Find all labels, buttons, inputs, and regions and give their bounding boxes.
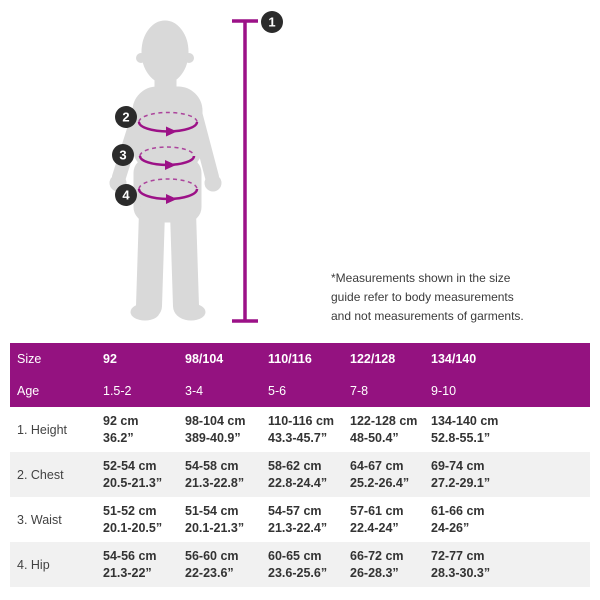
silhouette-foot-left <box>131 304 159 320</box>
waist-row-label: 3. Waist <box>17 512 62 527</box>
size-row-label: Size <box>17 352 42 366</box>
hip-110-cm: 60-65 cm <box>268 548 322 563</box>
chest-cell-110-116 <box>261 452 343 497</box>
size-table <box>10 343 590 587</box>
waist-98-in: 20.1-21.3” <box>185 520 245 535</box>
size-col-2: 98/104 <box>185 352 224 366</box>
chest-98-cm: 54-58 cm <box>185 458 239 473</box>
size-col-5: 134/140 <box>431 352 477 366</box>
waist-cell-122-128 <box>343 497 424 542</box>
height-cell-92 <box>96 407 178 452</box>
waist-134-in: 24-26” <box>431 520 470 535</box>
hip-92-cm: 54-56 cm <box>103 548 157 563</box>
height-110-in: 43.3-45.7” <box>268 430 328 445</box>
hip-cell-110-116 <box>261 542 343 587</box>
height-92-in: 36.2” <box>103 430 134 445</box>
chest-134-in: 27.2-29.1” <box>431 475 491 490</box>
size-col-4: 122/128 <box>350 352 396 366</box>
height-ruler <box>232 21 258 321</box>
hip-122-cm: 66-72 cm <box>350 548 404 563</box>
hip-row-label: 4. Hip <box>17 557 50 572</box>
silhouette-leg-left <box>149 212 152 306</box>
note-line-1: *Measurements shown in the size <box>331 271 511 285</box>
hip-98-in: 22-23.6” <box>185 565 234 580</box>
height-cell-134-140 <box>424 407 590 452</box>
size-col-3: 110/116 <box>268 352 312 366</box>
chest-cell-98-104 <box>178 452 261 497</box>
height-cell-98-104 <box>178 407 261 452</box>
age-col-2: 3-4 <box>185 384 204 398</box>
waist-122-cm: 57-61 cm <box>350 503 404 518</box>
chest-110-in: 22.8-24.4” <box>268 475 328 490</box>
hip-134-cm: 72-77 cm <box>431 548 485 563</box>
waist-110-cm: 54-57 cm <box>268 503 322 518</box>
height-122-in: 48-50.4” <box>350 430 399 445</box>
chest-98-in: 21.3-22.8” <box>185 475 245 490</box>
hip-cell-122-128 <box>343 542 424 587</box>
hip-110-in: 23.6-25.6” <box>268 565 328 580</box>
chest-134-cm: 69-74 cm <box>431 458 485 473</box>
age-col-4: 7-8 <box>350 384 369 398</box>
table-row-height <box>10 407 590 452</box>
age-row-label: Age <box>17 384 40 398</box>
chest-122-cm: 64-67 cm <box>350 458 404 473</box>
height-122-cm: 122-128 cm <box>350 413 418 428</box>
chest-122-in: 25.2-26.4” <box>350 475 410 490</box>
waist-92-in: 20.1-20.5” <box>103 520 163 535</box>
hip-134-in: 28.3-30.3” <box>431 565 491 580</box>
silhouette-ear-right <box>185 54 194 63</box>
height-110-cm: 110-116 cm <box>268 413 335 428</box>
waist-cell-92 <box>96 497 178 542</box>
height-134-in: 52.8-55.1” <box>431 430 491 445</box>
hip-98-cm: 56-60 cm <box>185 548 239 563</box>
hip-cell-134-140 <box>424 542 590 587</box>
age-col-3: 5-6 <box>268 384 287 398</box>
hip-92-in: 21.3-22” <box>103 565 152 580</box>
waist-110-in: 21.3-22.4” <box>268 520 328 535</box>
waist-cell-134-140 <box>424 497 590 542</box>
table-row-hip <box>10 542 590 587</box>
height-92-cm: 92 cm <box>103 413 139 428</box>
hip-122-in: 26-28.3” <box>350 565 399 580</box>
child-silhouette <box>110 21 221 320</box>
table-row-waist <box>10 497 590 542</box>
chest-cell-122-128 <box>343 452 424 497</box>
marker-4-label: 4 <box>122 187 130 203</box>
height-row-label: 1. Height <box>17 422 68 437</box>
table-row-age <box>10 375 590 407</box>
chest-110-cm: 58-62 cm <box>268 458 322 473</box>
hip-cell-98-104 <box>178 542 261 587</box>
waist-92-cm: 51-52 cm <box>103 503 157 518</box>
marker-3-label: 3 <box>119 147 127 163</box>
waist-98-cm: 51-54 cm <box>185 503 239 518</box>
size-col-1: 92 <box>103 352 117 366</box>
height-cell-110-116 <box>261 407 343 452</box>
waist-134-cm: 61-66 cm <box>431 503 485 518</box>
silhouette-foot-right <box>177 304 205 320</box>
marker-2-label: 2 <box>122 109 130 125</box>
height-98-cm: 98-104 cm <box>185 413 246 428</box>
note-line-2: guide refer to body measurements <box>331 290 514 304</box>
chest-cell-92 <box>96 452 178 497</box>
note-line-3: and not measurements of garments. <box>331 309 524 323</box>
hip-cell-92 <box>96 542 178 587</box>
waist-cell-110-116 <box>261 497 343 542</box>
waist-122-in: 22.4-24” <box>350 520 399 535</box>
chest-92-cm: 52-54 cm <box>103 458 157 473</box>
chest-cell-134-140 <box>424 452 590 497</box>
height-134-cm: 134-140 cm <box>431 413 499 428</box>
chest-row-label: 2. Chest <box>17 467 64 482</box>
silhouette-hand-right <box>205 175 221 191</box>
age-col-1: 1.5-2 <box>103 384 132 398</box>
chest-92-in: 20.5-21.3” <box>103 475 163 490</box>
waist-cell-98-104 <box>178 497 261 542</box>
measurement-note <box>331 269 524 326</box>
table-row-size <box>10 343 590 375</box>
age-col-5: 9-10 <box>431 384 457 398</box>
height-cell-122-128 <box>343 407 424 452</box>
silhouette-leg-right <box>183 212 186 306</box>
height-98-in: 389-40.9” <box>185 430 241 445</box>
silhouette-ear-left <box>137 54 146 63</box>
marker-1-label: 1 <box>268 14 276 30</box>
table-row-chest <box>10 452 590 497</box>
